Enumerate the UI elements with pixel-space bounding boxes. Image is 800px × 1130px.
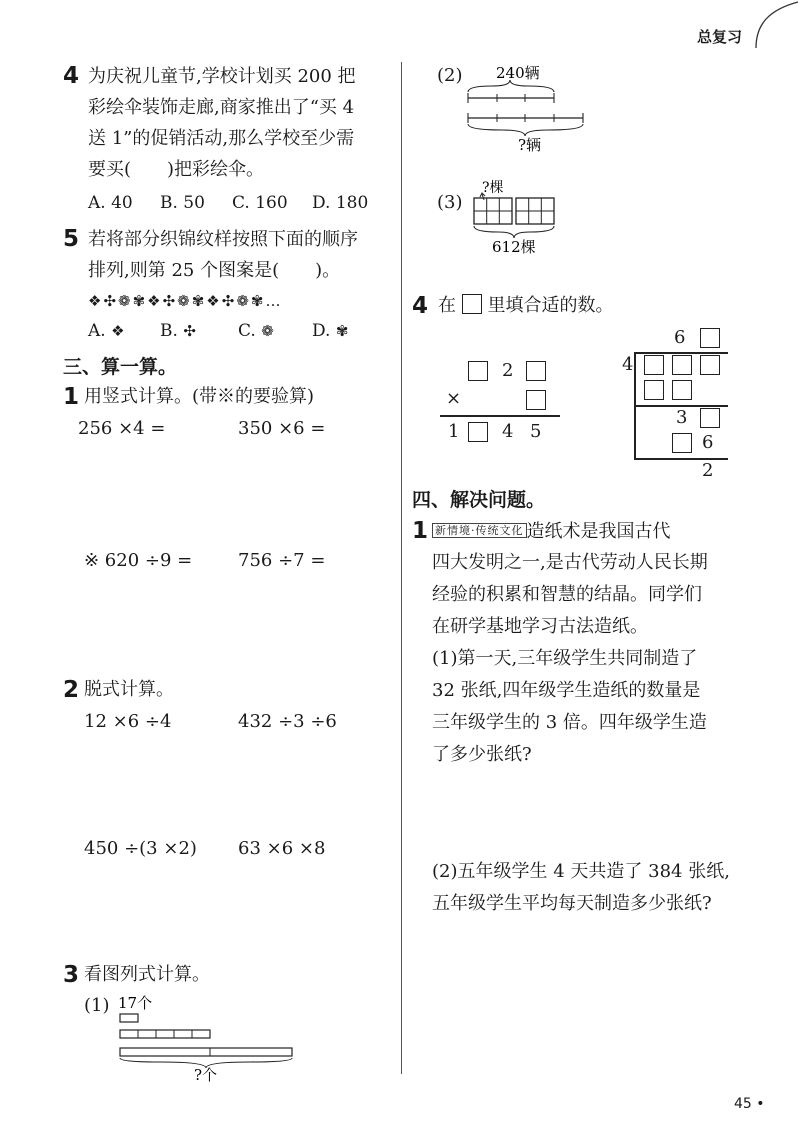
expr-3: 450 ÷(3 ×2) xyxy=(84,838,197,859)
s4-q1-p1-line-3: 三年级学生的 3 倍。四年级学生造 xyxy=(432,712,707,733)
q4-option-b[interactable]: B. 50 xyxy=(160,193,205,213)
calc-1: 256 ×4 = xyxy=(78,418,166,439)
div-rem-3: 3 xyxy=(676,407,688,428)
p3-label: (3) xyxy=(437,192,463,213)
div-dividend-box-1[interactable] xyxy=(644,355,664,375)
s3-q3-number: 3 xyxy=(63,962,80,988)
cross-flower-icon: ✣ xyxy=(183,322,198,340)
s4-q1-line-3: 经验的积累和智慧的结晶。同学们 xyxy=(432,584,702,605)
expr-1: 12 ×6 ÷4 xyxy=(84,711,172,732)
mult-digit-2: 2 xyxy=(502,360,514,381)
div-sub-box[interactable] xyxy=(672,433,692,453)
div-dividend-box-3[interactable] xyxy=(700,355,720,375)
q4-number: 4 xyxy=(63,63,80,89)
mult-res-5: 5 xyxy=(530,421,542,442)
mult-res-4: 4 xyxy=(502,421,514,442)
section-4-title: 四、解决问题。 xyxy=(412,489,546,511)
q5-option-b[interactable] xyxy=(160,321,198,341)
q4-option-a[interactable]: A. 40 xyxy=(88,193,133,213)
page-dot-icon: • xyxy=(751,1096,765,1112)
s4-q1-line-2: 四大发明之一,是古代劳动人民长期 xyxy=(432,552,708,573)
s4-q1-line-1-text: 造纸术是我国古代 xyxy=(526,521,671,542)
mult-rule xyxy=(440,415,560,417)
q5-option-b-label: B. xyxy=(160,321,178,341)
s3-q1-number: 1 xyxy=(63,384,80,410)
q5-option-a[interactable] xyxy=(88,321,127,341)
r-q4-number: 4 xyxy=(412,293,429,319)
s4-q1-p2-line-1: (2)五年级学生 4 天共造了 384 张纸, xyxy=(432,861,730,882)
q5-option-c-label: C. xyxy=(238,321,256,341)
q4-option-d[interactable]: D. 180 xyxy=(312,193,369,213)
header-title: 总复习 xyxy=(697,28,743,46)
q4-line-1: 为庆祝儿童节,学校计划买 200 把 xyxy=(88,66,356,87)
div-product-box-2[interactable] xyxy=(672,380,692,400)
s3-q2-number: 2 xyxy=(63,677,80,703)
answer-box-sample xyxy=(462,294,482,314)
mult-operator: × xyxy=(446,388,462,409)
page-number-text: 45 xyxy=(734,1096,752,1112)
context-tag: 新情境·传统文化 xyxy=(432,523,527,538)
r-q4-text-a: 在 xyxy=(438,295,456,316)
div-quotient-6: 6 xyxy=(674,327,686,348)
division-puzzle xyxy=(620,322,730,482)
s4-q1-p1-line-1: (1)第一天,三年级学生共同制造了 xyxy=(432,648,698,669)
s4-q1-p1-line-2: 32 张纸,四年级学生造纸的数量是 xyxy=(432,680,701,701)
brocade-pattern-sequence: ❖✣❁✾❖✣❁✾❖✣❁✾… xyxy=(88,292,283,310)
p1-top-label: 17个 xyxy=(118,994,153,1012)
mult-box-3[interactable] xyxy=(526,390,546,410)
div-product-box-1[interactable] xyxy=(644,380,664,400)
page-number xyxy=(734,1096,765,1112)
s4-q1-p2-line-2: 五年级学生平均每天制造多少张纸? xyxy=(432,893,712,914)
div-rem-box[interactable] xyxy=(700,408,720,428)
column-divider xyxy=(401,62,402,1074)
q5-line-1: 若将部分织锦纹样按照下面的顺序 xyxy=(88,229,358,250)
expr-2: 432 ÷3 ÷6 xyxy=(238,711,337,732)
p2-bottom-label: ?辆 xyxy=(518,136,542,154)
s3-q1-title: 用竖式计算。(带※的要验算) xyxy=(84,386,315,407)
q5-option-d-label: D. xyxy=(312,321,331,341)
q5-number: 5 xyxy=(63,226,80,252)
r-q4-text xyxy=(438,291,613,321)
knot-pattern-icon: ❖ xyxy=(111,322,127,340)
div-bar xyxy=(634,352,728,354)
section-3-title: 三、算一算。 xyxy=(63,356,178,378)
div-rem-6: 6 xyxy=(702,432,714,453)
bar-diagram-2 xyxy=(462,60,612,154)
bar-diagram-1 xyxy=(110,990,300,1082)
s3-q3-title: 看图列式计算。 xyxy=(84,964,210,985)
div-quotient-box[interactable] xyxy=(700,328,720,348)
p2-label: (2) xyxy=(437,65,463,86)
p1-label: (1) xyxy=(84,995,110,1016)
q5-option-c[interactable] xyxy=(238,321,276,341)
s4-q1-p1-line-4: 了多少张纸? xyxy=(432,744,532,765)
div-rule-2 xyxy=(634,458,728,460)
tree-grid-diagram xyxy=(470,176,580,256)
s3-q2-title: 脱式计算。 xyxy=(84,679,174,700)
q5-option-a-label: A. xyxy=(88,321,106,341)
q5-option-d[interactable] xyxy=(312,321,350,341)
mult-box-2[interactable] xyxy=(526,361,546,381)
mult-box-4[interactable] xyxy=(468,422,488,442)
q4-option-c[interactable]: C. 160 xyxy=(232,193,288,213)
s4-q1-number: 1 xyxy=(412,518,429,544)
q4-line-2: 彩绘伞装饰走廊,商家推出了“买 4 xyxy=(88,97,355,118)
r-q4-text-b: 里填合适的数。 xyxy=(487,295,614,316)
p3-top-label: ?棵 xyxy=(482,180,504,196)
expr-4: 63 ×6 ×8 xyxy=(238,838,326,859)
round-flower-icon: ❁ xyxy=(261,322,276,340)
multiplication-puzzle xyxy=(440,355,565,445)
q4-line-4: 要买( )把彩绘伞。 xyxy=(88,159,265,180)
div-divisor: 4 xyxy=(622,354,634,375)
p1-bottom-label: ?个 xyxy=(194,1066,218,1082)
mult-res-1: 1 xyxy=(448,421,460,442)
p3-bottom-label: 612棵 xyxy=(492,238,536,256)
corner-curve xyxy=(748,0,800,50)
div-dividend-box-2[interactable] xyxy=(672,355,692,375)
q4-line-3: 送 1”的促销活动,那么学校至少需 xyxy=(88,128,355,149)
calc-3: ※ 620 ÷9 = xyxy=(84,550,193,571)
s4-q1-line-4: 在研学基地学习古法造纸。 xyxy=(432,616,648,637)
s4-q1-line-1 xyxy=(432,516,671,547)
div-final: 2 xyxy=(702,460,714,481)
q5-line-2: 排列,则第 25 个图案是( )。 xyxy=(88,260,341,281)
mult-box-1[interactable] xyxy=(468,361,488,381)
cloud-knot-icon: ✾ xyxy=(335,322,351,340)
p2-top-label: 240辆 xyxy=(496,64,540,82)
calc-2: 350 ×6 = xyxy=(238,418,326,439)
calc-4: 756 ÷7 = xyxy=(238,550,326,571)
